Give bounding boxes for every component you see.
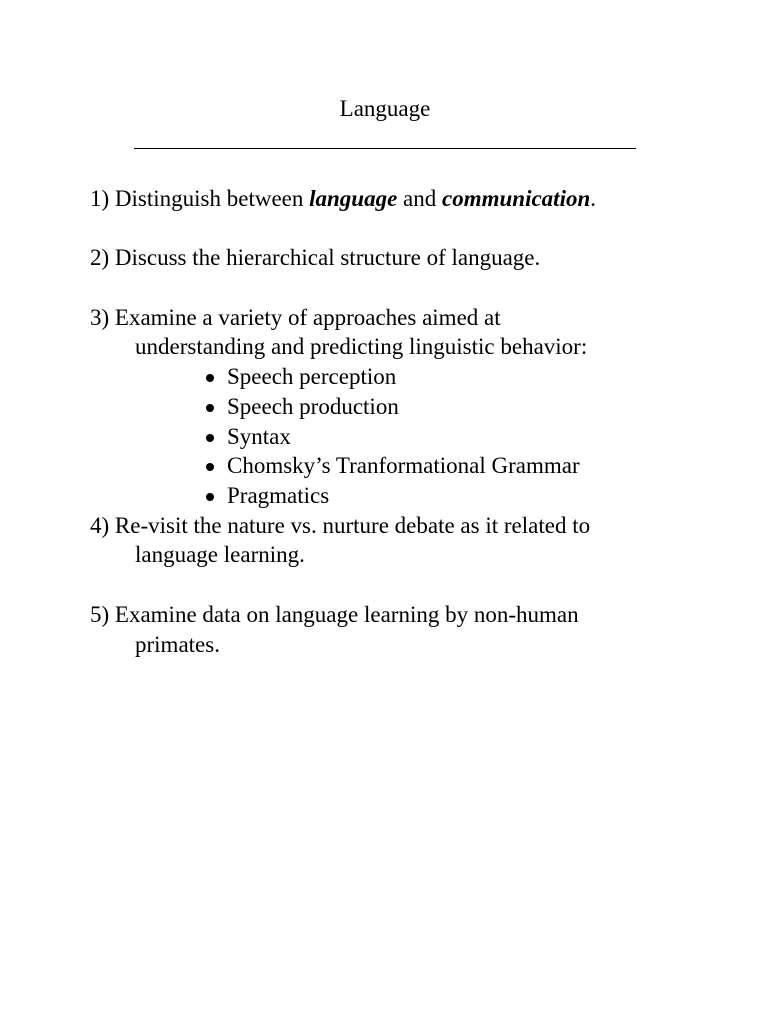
objective-3-line-2: understanding and predicting linguistic behavior:: [135, 334, 588, 360]
bullet-text: Pragmatics: [227, 483, 330, 508]
objective-1-prefix: 1) Distinguish between: [90, 186, 310, 211]
term-communication: communication: [442, 186, 591, 211]
title-underline: [134, 148, 636, 149]
spacer: [90, 214, 750, 244]
objective-1-middle: and: [397, 186, 443, 211]
bullet-item: [202, 392, 750, 422]
bullet-text: Syntax: [227, 423, 291, 449]
objectives-list: [90, 184, 750, 659]
objective-5-line-1: 5) Examine data on language learning by non-human: [90, 601, 579, 627]
objective-1: [90, 184, 750, 214]
term-language: language: [309, 186, 398, 211]
spacer: [90, 273, 750, 303]
bullet-text: Speech perception: [227, 364, 397, 390]
objective-4-line-2: language learning.: [135, 542, 305, 568]
objective-3: [90, 303, 750, 511]
bullet-icon: [206, 434, 214, 442]
objective-1-suffix: .: [590, 186, 597, 211]
objective-5-line-2: primates.: [135, 631, 220, 657]
approaches-bullet-list: [90, 362, 750, 511]
bullet-icon: [206, 463, 214, 471]
objective-2: 2) Discuss the hierarchical structure of language.: [90, 245, 541, 271]
objective-3-line-1: 3) Examine a variety of approaches aimed at: [90, 304, 501, 330]
bullet-icon: [206, 404, 214, 412]
bullet-icon: [206, 493, 214, 501]
objective-4-line-1: 4) Re-visit the nature vs. nurture debate as it related to: [90, 512, 591, 538]
page-title: Language: [339, 96, 431, 121]
bullet-text: Chomsky’s Tranformational Grammar: [227, 453, 580, 479]
spacer: [90, 570, 750, 600]
objective-5: [90, 600, 750, 659]
objective-4: [90, 511, 750, 570]
bullet-item: [202, 422, 750, 452]
bullet-item: [202, 362, 750, 392]
bullet-icon: [206, 374, 214, 382]
bullet-text: Speech production: [227, 393, 399, 419]
bullet-item: [202, 451, 750, 481]
bullet-item: [202, 481, 750, 511]
